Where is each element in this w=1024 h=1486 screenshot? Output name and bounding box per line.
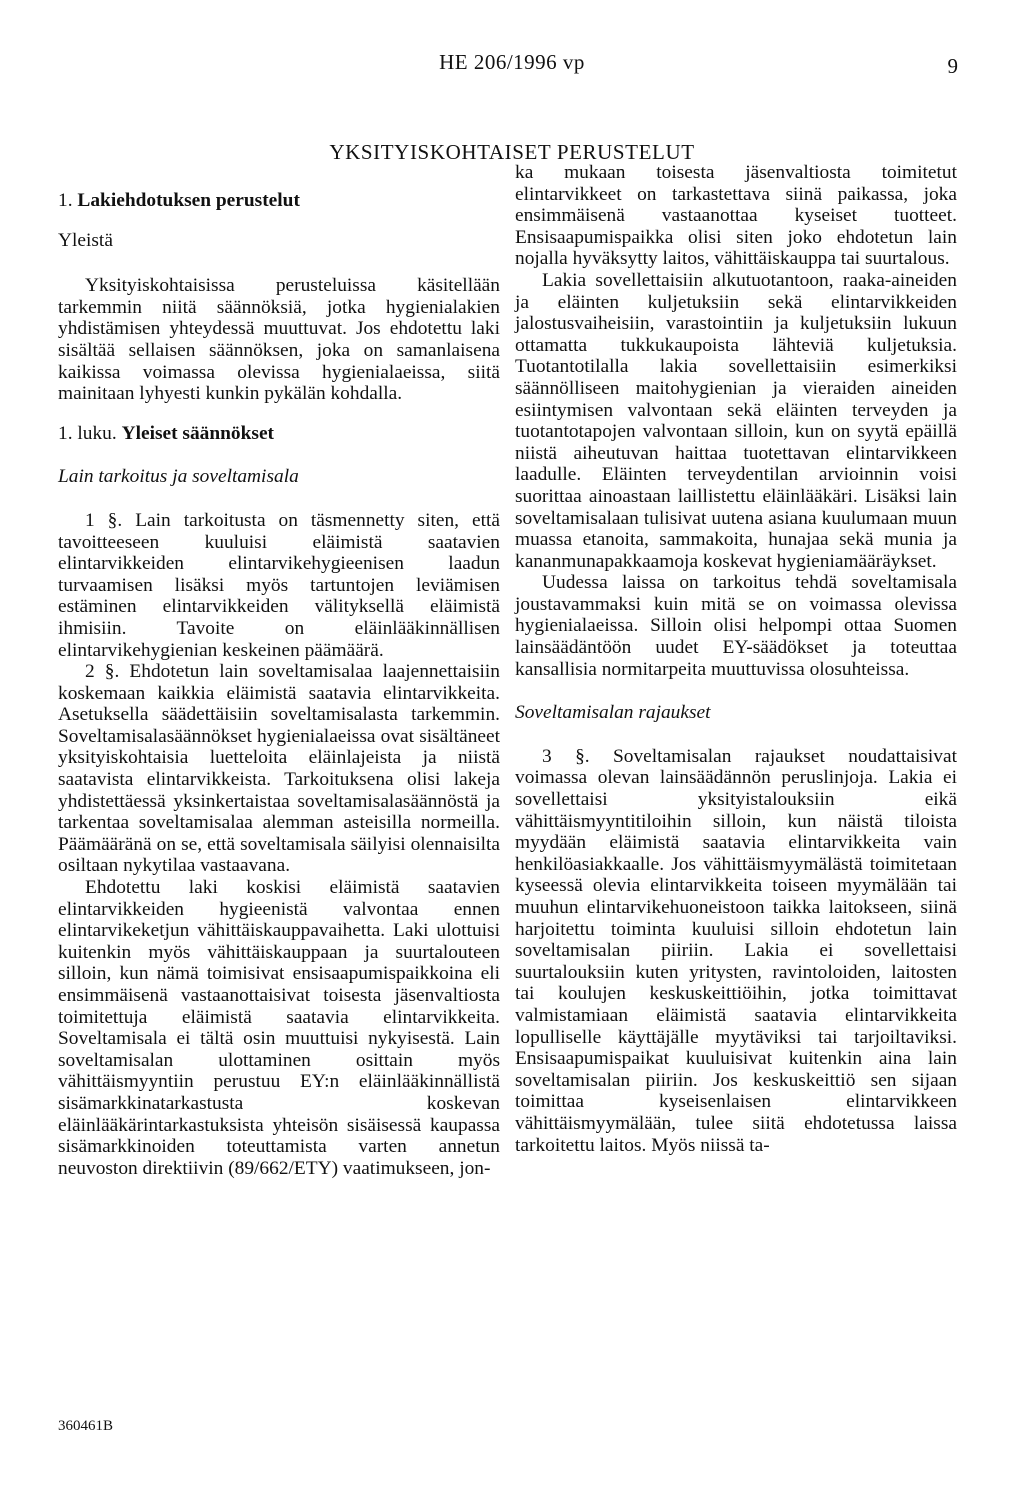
paragraph: Lakia sovellettaisiin alkutuotantoon, raaka-aineiden ja eläinten kuljetuksiin sekä elintarvikkeiden jalostusvaiheisiin, varastointiin ja kuljetuksiin lukuun ottamatta tukkukaupoista lähteviä kuljetuksia. Tuotantotilalla lakia sovellettaisiin esimerkiksi säännölliseen maitohygienian ja vieraiden aineiden esiintymisen valvontaan sekä eläinten terveyden ja tuotantotapojen valvontaan silloin, kun on syytä epäillä niistä aiheutuvan haittaa tuotettavan elintarvikkeen laadulle. Eläinten terveydentilan arvioinnin voisi suorittaa ainoastaan laillistettu eläinlääkäri. Lisäksi lain soveltamisalaan tulisivat uutena asiana kuulumaan muun muassa etanoita, sammakoita, hunajaa sekä munia ja kananmunapakkaamoja koskevat hygieniamääräykset. <box>515 269 957 572</box>
paragraph: Yksityiskohtaisissa perusteluissa käsitellään tarkemmin niitä säännöksiä, jotka hygienialakien yhdistämisen yhteydessä muuttuvat. Jos ehdotettu laki sisältää sellaisen säännöksen, joka on samanlaisena kaikissa voimassa olevissa hygienialaeissa, siitä mainitaan lyhyesti kunkin pykälän kohdalla. <box>58 275 500 405</box>
page-header <box>0 50 1024 90</box>
paragraph: Ehdotettu laki koskisi eläimistä saatavien elintarvikkeiden hygieenistä valvontaa ennen elintarvikeketjun vähittäiskauppavaihetta. Laki ulottuisi kuitenkin myös vähittäiskauppaan ja suurtalouteen silloin, kun nämä toimisivat ensisaapumispaikkoina eli ensimmäisenä vastaanottaisivat toisesta jäsenvaltiosta toimitettuja eläimistä saatavia elintarvikkeita. Soveltamisala ei tältä osin muuttuisi nykyisestä. Lain soveltamisalan ulottaminen osittain myös vähittäismyyntiin perustuu EY:n eläinlääkinnällistä sisämarkkinatarkastusta koskevan eläinlääkärintarkastuksista yhteisön sisäisessä kaupassa sisämarkkinoiden toteuttamista varten annetun neuvoston direktiivin (89/662/ETY) vaatimukseen, jon- <box>58 877 500 1179</box>
main-heading: YKSITYISKOHTAISET PERUSTELUT <box>329 140 695 164</box>
page-number: 9 <box>947 54 958 78</box>
paragraph: ka mukaan toisesta jäsenvaltiosta toimitetut elintarvikkeet on tarkastettava siinä paikassa, joka ensimmäisenä vastaanottaa kyseiset tuotteet. Ensisaapumispaikka olisi siten joko ehdotetun lain nojalla hyväksytty laitos, vähittäiskauppa tai suurtalous. <box>515 162 957 270</box>
left-column <box>58 162 500 1179</box>
document-reference: HE 206/1996 vp <box>439 50 585 74</box>
section-number: 1. <box>58 190 73 211</box>
paragraph: 1 §. Lain tarkoitusta on täsmennetty siten, että tavoitteeseen kuuluisi eläimistä saatavien elintarvikkeiden elintarvikehygieenisen laadun turvaamisen lisäksi myös tartuntojen leviämisen estäminen elintarvikkeiden välityksellä eläimistä ihmisiin. Tavoite on eläinlääkinnällisen elintarvikehygienian keskeinen päämäärä. <box>58 509 500 661</box>
footer-code: 360461B <box>58 1418 114 1434</box>
paragraph: Uudessa laissa on tarkoitus tehdä soveltamisala joustavammaksi kuin mitä se on voimassa olevissa hygienialaeissa. Silloin olisi helpompi ottaa Suomen lainsäädäntöön uudet EY-säädökset ja toteuttaa kansallisia normitarpeita muuttuvissa olosuhteissa. <box>515 572 957 680</box>
chapter-heading <box>58 423 500 445</box>
chapter-title: Yleiset säännökset <box>121 422 275 444</box>
italic-subheading: Soveltamisalan rajaukset <box>515 702 711 724</box>
spacer <box>515 680 957 702</box>
section-title: Lakiehdotuksen perustelut <box>77 190 300 211</box>
chapter-label: 1. luku. <box>58 422 117 444</box>
paragraph: 2 §. Ehdotetun lain soveltamisalaa laajennettaisiin koskemaan kaikkia eläimistä saatavia elintarvikkeita. Asetuksella säädettäisiin soveltamisalasta tarkemmin. Soveltamisalasäännökset hygienialaeissa ovat sisältäneet yksityiskohtaisia luetteloita eläinlajeista ja niistä saatavista elintarvikkeista. Tarkoituksena olisi lakeja yhdistettäessä yksinkertaistaa soveltamisalasäännöstä ja tarkentaa soveltamisalaa alemman asteisilla normeilla. Päämääränä on se, että soveltamisala säilyisi olennaisilta osiltaan nykytilaa vastaavana. <box>58 661 500 877</box>
paragraph: 3 §. Soveltamisalan rajaukset noudattaisivat voimassa olevan lainsäädännön peruslinjoja. Lakia ei sovellettaisi yksityistalouksiin eikä vähittäismyyntitiloihin silloin, kun näistä tiloista myydään eläimistä saatavia elintarvikkeita vain henkilöasiakkaalle. Jos vähittäismyymälästä toimitetaan kyseessä olevia elintarvikkeita toiseen myymälään tai muuhun elintarvikehuoneistoon taikka laitokseen, siinä harjoitettu toiminta kuuluisi silloin ehdotetun lain soveltamisalan piiriin. Lakia ei sovellettaisi suurtalouksiin kuten yritysten, ravintoloiden, laitosten tai koulujen keskuskeittiöihin, jotka toimittavat valmistamiaan eläimistä saatavia elintarvikkeita lopulliselle käyttäjälle myytäviksi tai tarjoiltaviksi. Ensisaapumispaikat kuuluisivat kuitenkin aina lain soveltamisalan piiriin. Jos keskuskeittiö sen sijaan toimittaa kyseisenlaisen elintarvikkeen vähittäismyymälään, tulee siitä ehdotetussa laissa tarkoitettu laitos. Myös niissä ta- <box>515 745 957 1156</box>
italic-subheading: Lain tarkoitus ja soveltamisala <box>58 466 299 488</box>
subheading-general: Yleistä <box>58 229 113 251</box>
section-heading <box>58 190 500 212</box>
right-column <box>515 162 957 1156</box>
